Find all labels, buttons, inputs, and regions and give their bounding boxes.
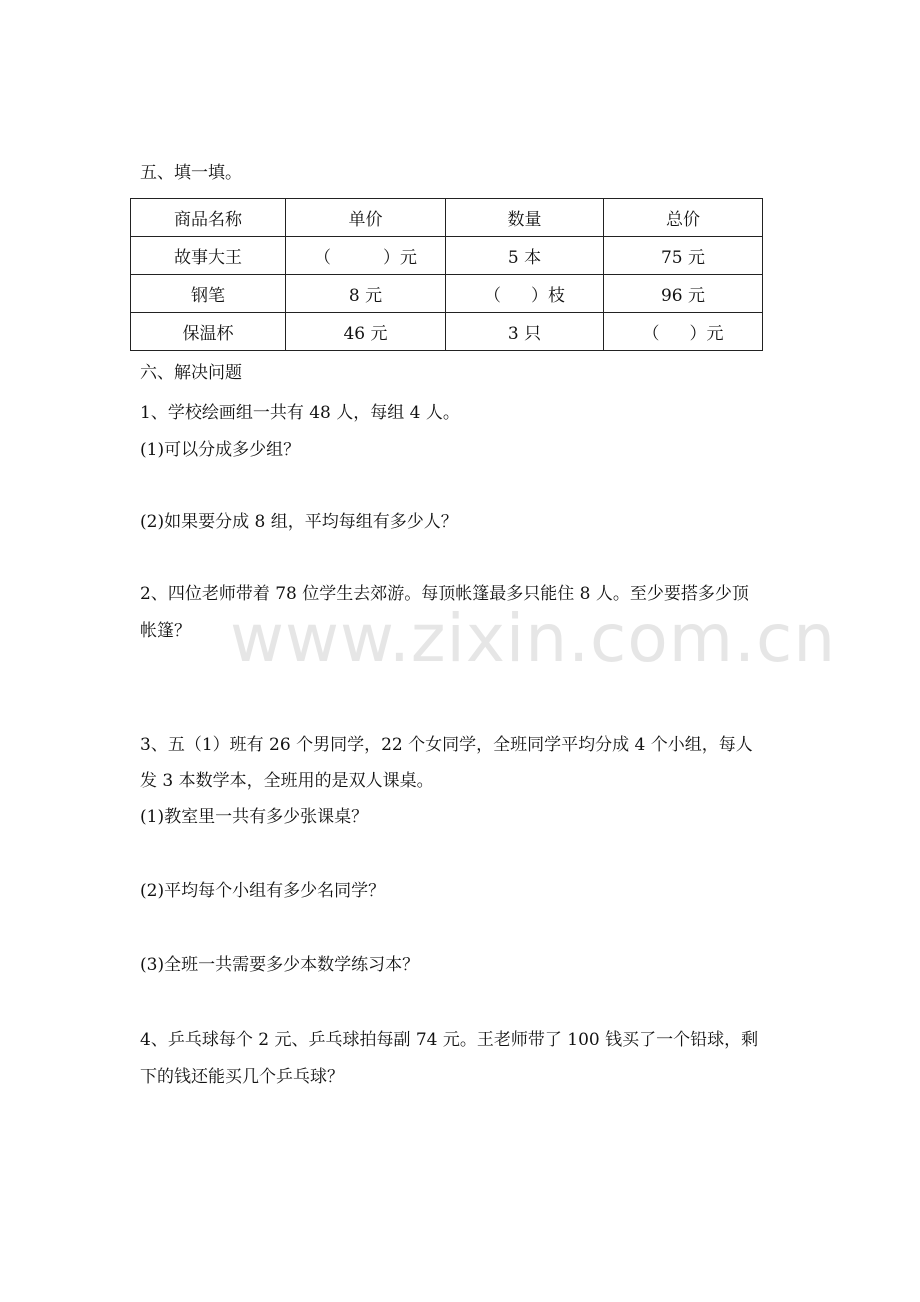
header-product-name: 商品名称 — [131, 199, 286, 237]
q4-line1: 4、乒乓球每个 2 元、乒乓球拍每副 74 元。王老师带了 100 钱买了一个铅球，剩 — [140, 1030, 759, 1050]
table-row — [131, 313, 763, 351]
cell-price: 46 元 — [286, 313, 446, 351]
q3-sub1: (1)教室里一共有多少张课桌？ — [140, 807, 369, 827]
cell-quantity-blank — [446, 275, 604, 313]
header-quantity: 数量 — [446, 199, 604, 237]
blank-open: （ — [642, 324, 660, 344]
header-total-price: 总价 — [604, 199, 763, 237]
header-unit-price: 单价 — [286, 199, 446, 237]
cell-total-blank — [604, 313, 763, 351]
cell-quantity: 5 本 — [446, 237, 604, 275]
cell-total: 96 元 — [604, 275, 763, 313]
table-row — [131, 237, 763, 275]
q4-line2: 下的钱还能买几个乒乓球？ — [140, 1067, 344, 1087]
q3-line1: 3、五（1）班有 26 个男同学，22 个女同学，全班同学平均分成 4 个小组，每人 — [140, 735, 753, 755]
blank-open: （ — [484, 286, 501, 306]
blank-open: （ — [314, 248, 331, 268]
cell-name: 保温杯 — [131, 313, 286, 351]
cell-price-blank — [286, 237, 446, 275]
watermark: www.zixin.com.cn — [230, 600, 837, 677]
cell-name: 故事大王 — [131, 237, 286, 275]
section6-heading: 六、解决问题 — [140, 363, 242, 383]
q1-sub1: (1)可以分成多少组？ — [140, 440, 301, 460]
blank-close: ）元 — [689, 324, 724, 344]
cell-price: 8 元 — [286, 275, 446, 313]
q1-sub2: (2)如果要分成 8 组，平均每组有多少人？ — [140, 512, 458, 532]
table-row — [131, 275, 763, 313]
q3-sub3: (3)全班一共需要多少本数学练习本？ — [140, 955, 420, 975]
table-header-row — [131, 199, 763, 237]
section5-heading: 五、填一填。 — [140, 163, 242, 183]
q3-line2: 发 3 本数学本，全班用的是双人课桌。 — [140, 771, 434, 791]
cell-name: 钢笔 — [131, 275, 286, 313]
q2-line2: 帐篷？ — [140, 621, 191, 641]
price-table — [130, 198, 763, 351]
blank-close: ）元 — [383, 248, 417, 268]
blank-close: ）枝 — [531, 286, 565, 306]
q2-line1: 2、四位老师带着 78 位学生去郊游。每顶帐篷最多只能住 8 人。至少要搭多少顶 — [140, 584, 749, 604]
cell-total: 75 元 — [604, 237, 763, 275]
q1-stem: 1、学校绘画组一共有 48 人，每组 4 人。 — [140, 403, 460, 423]
q3-sub2: (2)平均每个小组有多少名同学？ — [140, 881, 386, 901]
cell-quantity: 3 只 — [446, 313, 604, 351]
